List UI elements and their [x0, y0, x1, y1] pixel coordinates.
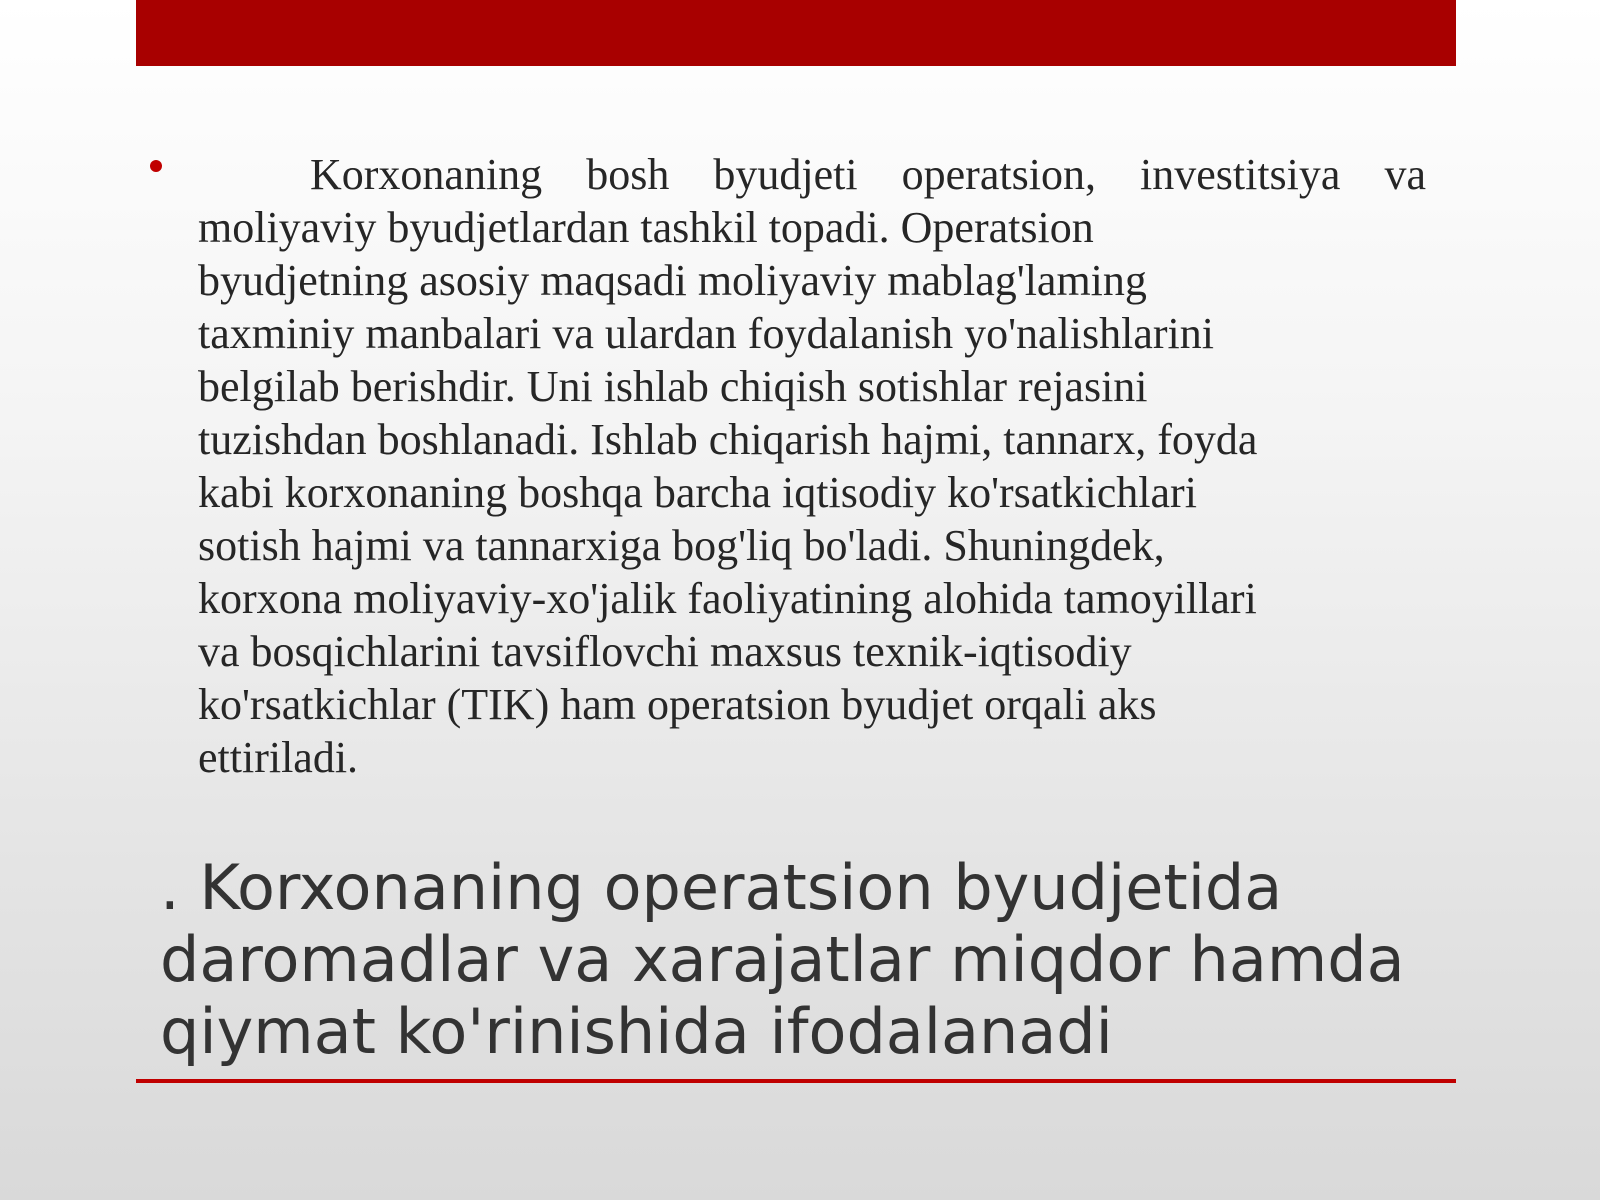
title-line-1: . Korxonaning operatsion byudjetida	[160, 851, 1283, 924]
top-accent-bar	[136, 0, 1456, 66]
body-line-6: tuzishdan boshlanadi. Ishlab chiqarish hajmi, tannarx, foyda	[198, 415, 1258, 464]
slide-body	[146, 148, 1426, 784]
body-line-3: byudjetning asosiy maqsadi moliyaviy mablag'laming	[198, 256, 1147, 305]
body-line-7: kabi korxonaning boshqa barcha iqtisodiy ko'rsatkichlari	[198, 468, 1197, 517]
body-line-5: belgilab berishdir. Uni ishlab chiqish sotishlar rejasini	[198, 362, 1148, 411]
body-line-10: va bosqichlarini tavsiflovchi maxsus texnik-iqtisodiy	[198, 627, 1132, 676]
title-line-3: qiymat ko'rinishida ifodalanadi	[160, 995, 1113, 1068]
slide-title	[160, 852, 1430, 1068]
body-line-11: ko'rsatkichlar (TIK) ham operatsion byudjet orqali aks	[198, 680, 1157, 729]
body-line-8: sotish hajmi va tannarxiga bog'liq bo'ladi. Shuningdek,	[198, 521, 1165, 570]
body-line-1: Korxonaning bosh byudjeti operatsion, investitsiya va	[310, 150, 1426, 199]
body-line-12: ettiriladi.	[198, 733, 359, 782]
bottom-divider-rule	[136, 1079, 1456, 1083]
bullet-dot-icon	[150, 160, 162, 172]
body-line-4: taxminiy manbalari va ulardan foydalanish yo'nalishlarini	[198, 309, 1214, 358]
title-line-2: daromadlar va xarajatlar miqdor hamda	[160, 923, 1405, 996]
bullet-item	[146, 148, 1426, 784]
body-line-9: korxona moliyaviy-xo'jalik faoliyatining alohida tamoyillari	[198, 574, 1257, 623]
body-line-2: moliyaviy byudjetlardan tashkil topadi. Operatsion	[198, 203, 1094, 252]
